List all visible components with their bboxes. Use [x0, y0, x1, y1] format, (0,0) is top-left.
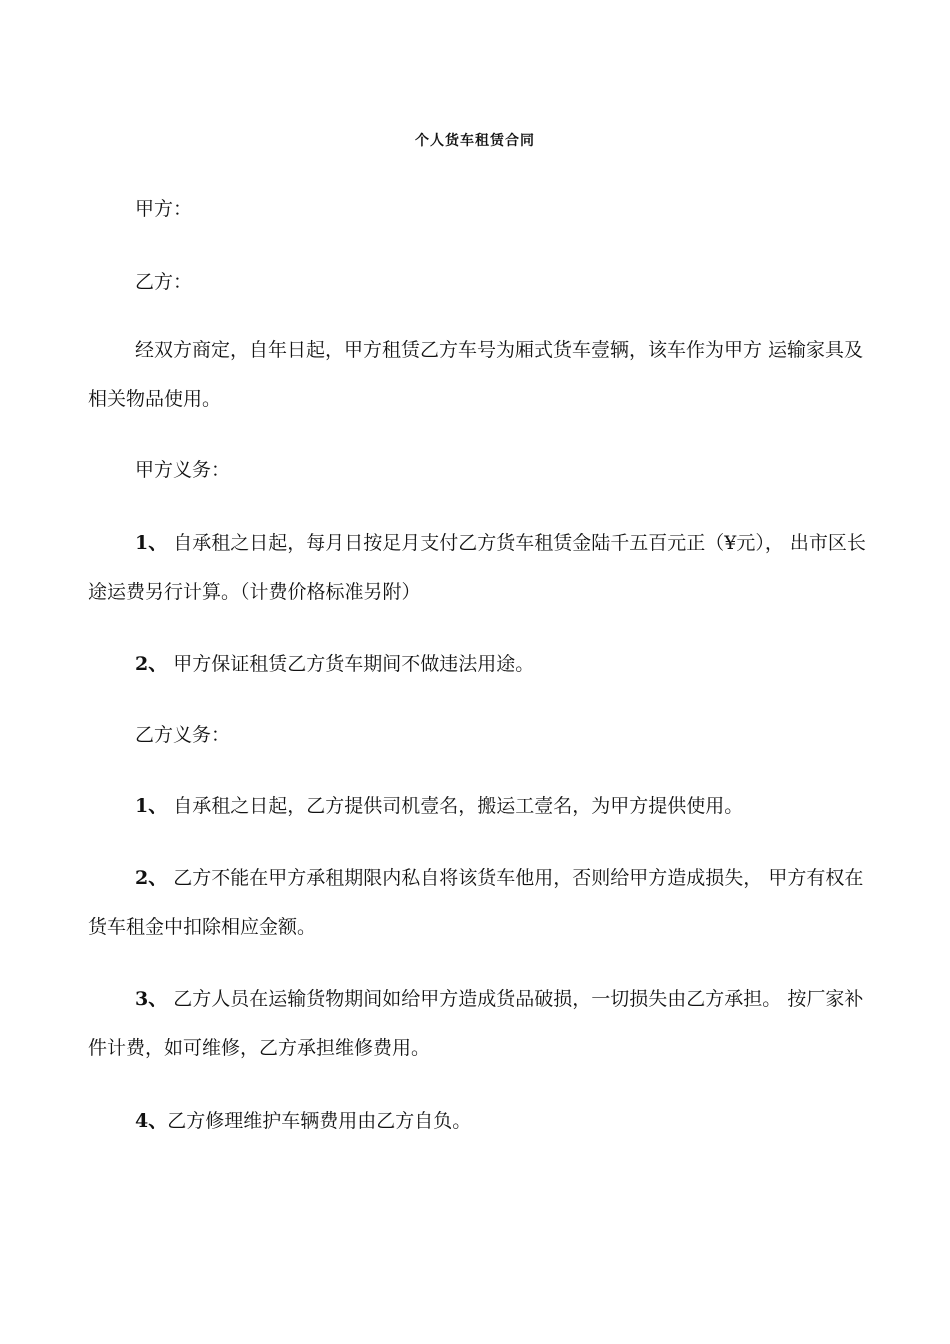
- item-text: 自承租之日起，乙方提供司机壹名，搬运工壹名，为甲方提供使用。: [167, 795, 744, 817]
- item-number: 2、: [135, 653, 168, 675]
- item-number: 3、: [135, 988, 168, 1010]
- item-text: 甲方保证租赁乙方货车期间不做违法用途。: [167, 653, 535, 675]
- item-text: 乙方修理维护车辆费用由乙方自负。: [167, 1110, 472, 1132]
- party-b-line: 乙方：: [135, 271, 193, 293]
- party-b-duty-item: [88, 854, 878, 952]
- party-a-duty-item: [88, 640, 878, 689]
- item-number: 1、: [135, 532, 168, 554]
- intro-paragraph: 经双方商定，自年日起，甲方租赁乙方车号为厢式货车壹辆，该车作为甲方 运输家具及相关物品使用。: [88, 339, 864, 410]
- item-text: 自承租之日起，每月日按足月支付乙方货车租赁金陆千五百元正（¥元）， 出市区长途运费另行计算。（计费价格标准另附）: [88, 532, 866, 603]
- item-number: 4、: [135, 1110, 168, 1132]
- item-number: 2、: [135, 867, 168, 889]
- item-text: 乙方人员在运输货物期间如给甲方造成货品破损，一切损失由乙方承担。 按厂家补件计费，如可维修，乙方承担维修费用。: [88, 988, 864, 1059]
- item-number: 1、: [135, 795, 168, 817]
- party-a-line: 甲方：: [135, 198, 193, 220]
- party-a-duty-item: [88, 519, 878, 617]
- document-title: 个人货车租赁合同: [415, 133, 535, 149]
- item-text: 乙方不能在甲方承租期限内私自将该货车他用，否则给甲方造成损失， 甲方有权在货车租金中扣除相应金额。: [88, 867, 864, 938]
- party-a-duties-heading: 甲方义务：: [135, 459, 231, 481]
- party-b-duty-item: [88, 782, 878, 831]
- party-b-duty-item: [88, 975, 878, 1073]
- party-b-duties-heading: 乙方义务：: [135, 724, 231, 746]
- party-b-duty-item: [88, 1097, 878, 1146]
